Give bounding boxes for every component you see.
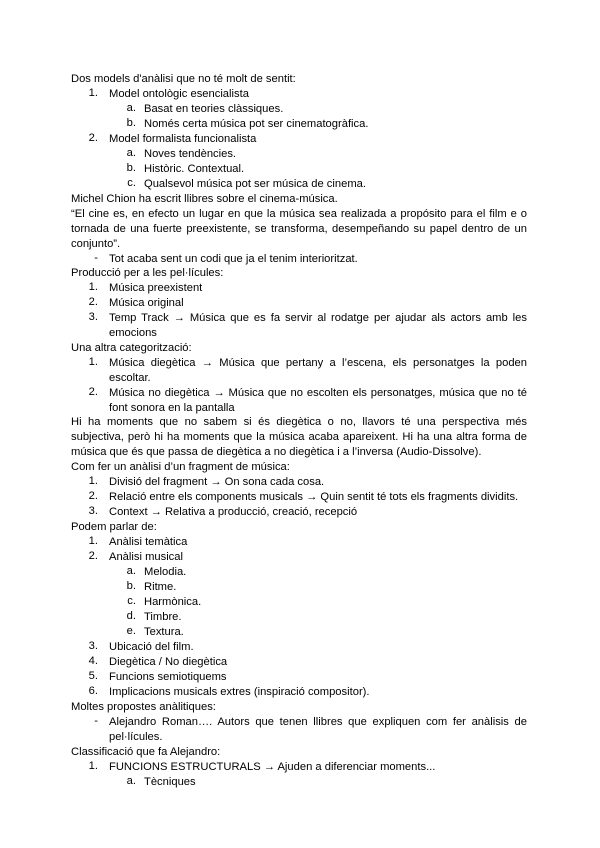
list-item: FUNCIONS ESTRUCTURALS → Ajuden a diferenciar moments...	[109, 761, 436, 773]
list-number: 1.	[88, 760, 98, 772]
list-number: 1.	[88, 87, 98, 99]
list-letter: b.	[126, 162, 136, 174]
list-letter: c.	[127, 177, 136, 189]
list-number: 1.	[88, 535, 98, 547]
heading-classification: Classificació que fa Alejandro:	[71, 746, 221, 758]
quote-line: conjunto”.	[71, 238, 121, 250]
heading-analysis-models: Dos models d'anàlisi que no té molt de sentit:	[71, 73, 296, 85]
list-subitem: Basat en teories clàssiques.	[144, 103, 284, 115]
list-letter: a.	[126, 775, 136, 787]
list-item: Música original	[109, 297, 184, 309]
list-item: Anàlisi musical	[109, 551, 183, 563]
quote-line: “El cine es, en efecto un lugar en que la música sea realizada a propósito para el film e o	[71, 208, 527, 220]
list-item-continuation: escoltar.	[109, 372, 151, 384]
list-number: 3.	[88, 505, 98, 517]
heading-proposals: Moltes propostes anàlitiques:	[71, 701, 216, 713]
paragraph-line: música que és que passa de diegètica a no diegètica i a l’inversa (Audio-Dissolve).	[71, 446, 482, 458]
list-item-continuation: emocions	[109, 327, 157, 339]
list-letter: e.	[126, 625, 136, 637]
quote-line: tornada de una fuerte preexistente, se transforma, desempeñando su papel dentro de un	[71, 223, 527, 235]
list-number: 2.	[88, 550, 98, 562]
list-number: 4.	[88, 655, 98, 667]
heading-topics: Podem parlar de:	[71, 521, 157, 533]
heading-how-to-analyze: Com fer un anàlisi d’un fragment de música:	[71, 461, 290, 473]
list-item: Funcions semiotiquems	[109, 671, 227, 683]
list-number: 1.	[88, 356, 98, 368]
list-number: 2.	[88, 132, 98, 144]
list-number: 5.	[88, 670, 98, 682]
list-subitem: Tècniques	[144, 776, 196, 788]
list-letter: a.	[126, 102, 136, 114]
list-number: 2.	[88, 386, 98, 398]
list-item: Tot acaba sent un codi que ja el tenim interioritzat.	[109, 253, 358, 265]
list-item: Música no diegètica → Música que no escolten els personatges, música que no té	[109, 387, 527, 399]
list-item: Alejandro Roman…. Autors que tenen llibres que expliquen com fer anàlisis de	[109, 716, 527, 728]
list-subitem: Històric. Contextual.	[144, 163, 245, 175]
list-dash: -	[94, 252, 98, 264]
list-dash: -	[94, 715, 98, 727]
list-item: Música diegètica → Música que pertany a l’escena, els personatges la poden	[109, 357, 527, 369]
list-letter: b.	[126, 580, 136, 592]
list-letter: b.	[126, 117, 136, 129]
list-number: 2.	[88, 296, 98, 308]
list-item: Relació entre els components musicals → Quin sentit té tots els fragments dividits.	[109, 491, 519, 503]
list-item: Temp Track → Música que es fa servir al rodatge per ajudar als actors amb les	[109, 312, 527, 324]
heading-production: Producció per a les pel·lícules:	[71, 267, 224, 279]
list-number: 1.	[88, 475, 98, 487]
list-subitem: Textura.	[144, 626, 184, 638]
paragraph-line: Hi ha moments que no sabem si és diegètica o no, llavors té una perspectiva més	[71, 416, 527, 428]
paragraph-line: subjectiva, però hi ha moments que la música acaba apareixent. Hi ha una altra forma de	[71, 431, 527, 443]
list-item: Diegètica / No diegètica	[109, 656, 228, 668]
list-number: 6.	[88, 685, 98, 697]
list-item: Implicacions musicals extres (inspiració compositor).	[109, 686, 370, 698]
paragraph-chion: Michel Chion ha escrit llibres sobre el cinema-música.	[71, 193, 338, 205]
list-subitem: Harmònica.	[144, 596, 202, 608]
list-number: 1.	[88, 281, 98, 293]
list-subitem: Melodia.	[144, 566, 187, 578]
list-letter: a.	[126, 565, 136, 577]
list-item: Context → Relativa a producció, creació, recepció	[109, 506, 358, 518]
list-item: Ubicació del film.	[109, 641, 194, 653]
list-item-continuation: font sonora en la pantalla	[109, 402, 235, 414]
list-subitem: Noves tendències.	[144, 148, 237, 160]
list-number: 3.	[88, 640, 98, 652]
list-subitem: Qualsevol música pot ser música de cinema.	[144, 178, 366, 190]
list-item-continuation: pel·lícules.	[109, 731, 163, 743]
list-item: Model formalista funcionalista	[109, 133, 257, 145]
list-letter: d.	[126, 610, 136, 622]
list-subitem: Només certa música pot ser cinematogràfica.	[144, 118, 369, 130]
list-number: 2.	[88, 490, 98, 502]
list-letter: a.	[126, 147, 136, 159]
list-item: Model ontològic esencialista	[109, 88, 249, 100]
list-number: 3.	[88, 311, 98, 323]
list-subitem: Timbre.	[144, 611, 182, 623]
list-item: Música preexistent	[109, 282, 203, 294]
list-subitem: Ritme.	[144, 581, 177, 593]
heading-categorization: Una altra categorització:	[71, 342, 192, 354]
list-letter: c.	[127, 595, 136, 607]
list-item: Anàlisi temàtica	[109, 536, 188, 548]
list-item: Divisió del fragment → On sona cada cosa.	[109, 476, 325, 488]
